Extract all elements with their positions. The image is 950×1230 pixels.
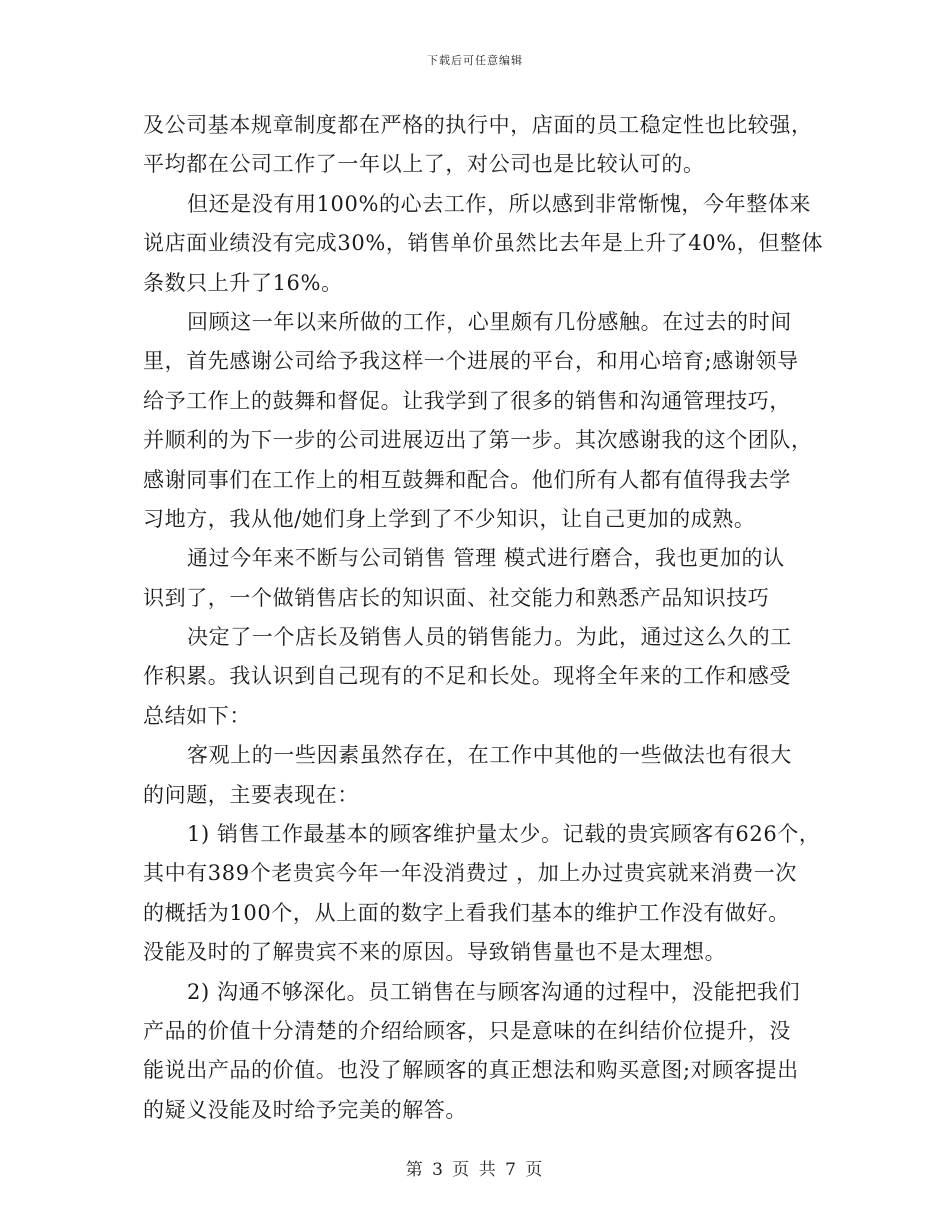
text-line: 总结如下： — [143, 703, 251, 728]
text-line: 2) 沟通不够深化。员工销售在与顾客沟通的过程中，没能把我们 — [187, 979, 801, 1004]
text-line: 及公司基本规章制度都在严格的执行中，店面的员工稳定性也比较强， — [143, 113, 813, 137]
text-line: 并顺利的为下一步的公司进展迈出了第一步。其次感谢我的这个团队， — [143, 428, 813, 453]
text-line: 回顾这一年以来所做的工作，心里颇有几份感触。在过去的时间 — [187, 309, 792, 334]
text-line: 给予工作上的鼓舞和督促。让我学到了很多的销售和沟通管理技巧， — [143, 388, 791, 413]
text-line: 说店面业绩没有完成30%，销售单价虽然比去年是上升了40%，但整体 — [143, 231, 824, 256]
text-line: 平均都在公司工作了一年以上了，对公司也是比较认可的。 — [143, 152, 705, 177]
page-footer: 第 3 页 共 7 页 — [405, 1160, 545, 1180]
text-line: 客观上的一些因素虽然存在，在工作中其他的一些做法也有很大 — [187, 743, 792, 768]
text-line: 作积累。我认识到自己现有的不足和长处。现将全年来的工作和感受 — [143, 664, 791, 689]
text-line: 决定了一个店长及销售人员的销售能力。为此，通过这么久的工 — [187, 625, 792, 650]
page-header: 下载后可任意编辑 — [427, 54, 523, 67]
text-line: 能说出产品的价值。也没了解顾客的真正想法和购买意图;对顾客提出 — [143, 1058, 799, 1083]
body-text — [143, 106, 823, 1130]
text-line: 感谢同事们在工作上的相互鼓舞和配合。他们所有人都有值得我去学 — [143, 467, 791, 492]
text-line: 1) 销售工作最基本的顾客维护量太少。记载的贵宾顾客有626个， — [187, 822, 821, 847]
text-line: 里，首先感谢公司给予我这样一个进展的平台，和用心培育;感谢领导 — [143, 349, 799, 374]
text-line: 没能及时的了解贵宾不来的原因。导致销售量也不是太理想。 — [143, 940, 727, 965]
text-line: 其中有389个老贵宾今年一年没消费过 ，加上办过贵宾就来消费一次 — [143, 861, 797, 886]
text-line: 产品的价值十分清楚的介绍给顾客，只是意味的在纠结价位提升，没 — [143, 1018, 791, 1043]
text-line: 通过今年来不断与公司销售 管理 模式进行磨合，我也更加的认 — [187, 546, 785, 571]
text-line: 但还是没有用100%的心去工作，所以感到非常惭愧，今年整体来 — [187, 191, 812, 216]
text-line: 条数只上升了16%。 — [143, 270, 343, 295]
text-line: 的概括为100个，从上面的数字上看我们基本的维护工作没有做好。 — [143, 900, 790, 925]
text-line: 习地方，我从他/她们身上学到了不少知识，让自己更加的成熟。 — [143, 506, 756, 531]
text-line: 的问题，主要表现在： — [143, 782, 359, 807]
text-line: 识到了，一个做销售店长的知识面、社交能力和熟悉产品知识技巧 — [143, 585, 770, 610]
text-line: 的疑义没能及时给予完美的解答。 — [143, 1097, 467, 1122]
